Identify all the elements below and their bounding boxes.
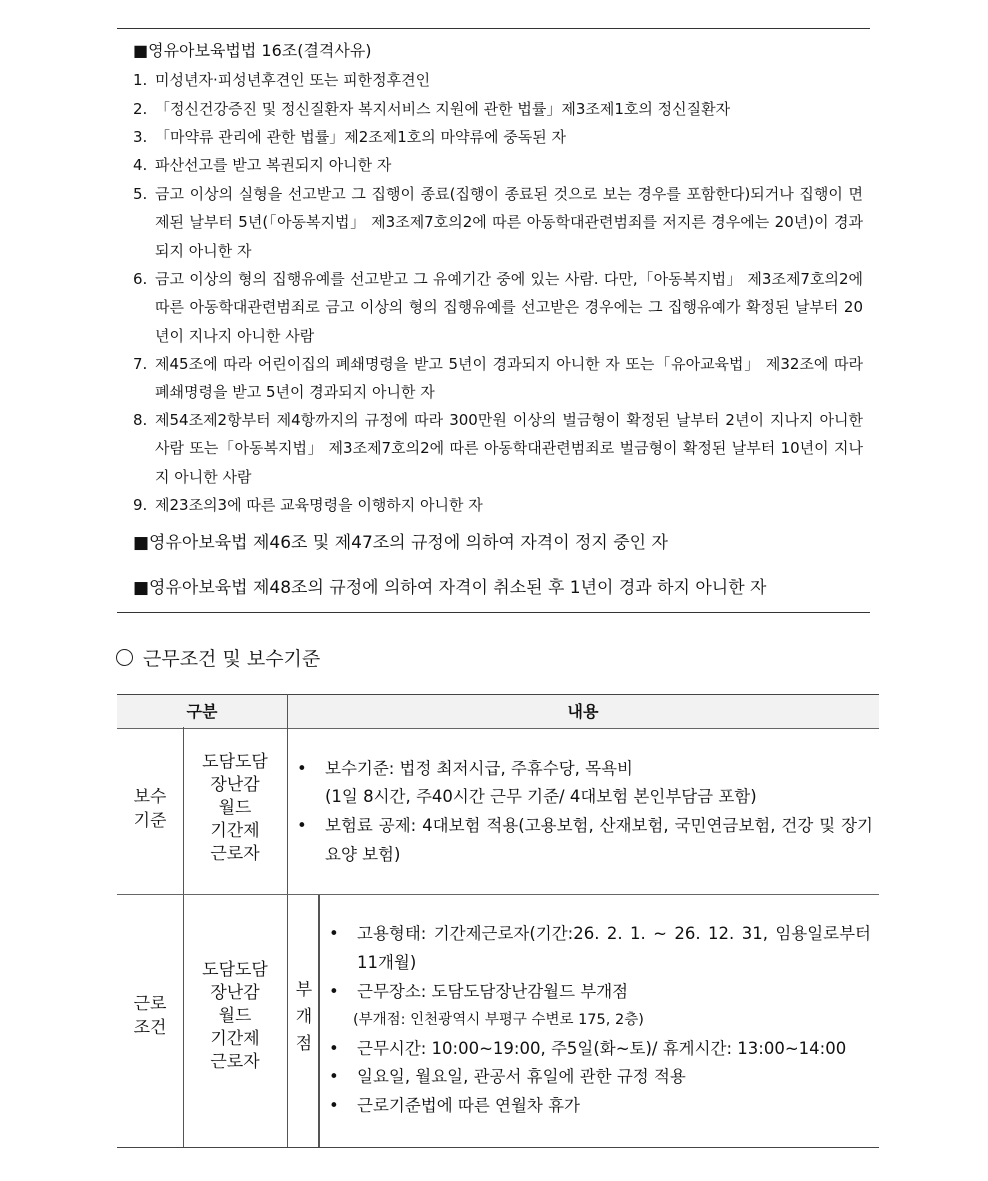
list-item: 4. 파산선고를 받고 복권되지 아니한 자 (133, 156, 392, 174)
conditions-table (117, 694, 879, 1148)
section-title-disqualification: ■영유아보육법법 16조(결격사유) (133, 41, 372, 60)
heading-text: 근무조건 및 보수기준 (143, 648, 321, 670)
row-category-work: 근로 조건 (133, 994, 167, 1038)
list-item: 8. 제54조제2항부터 제4항까지의 규정에 따라 300만원 이상의 벌금형이 확정된 날부터 2년이 지나지 아니한 사람 또는「아동복지법」 제3조제7호의2에 따른 아동학대관련범죄로 벌금형이 확정된 날부터 10년이 지나지 아니한 사람 (133, 411, 863, 486)
leave-bullet: • 근로기준법에 따른 연월차 휴가 (329, 1096, 580, 1115)
list-item: 1. 미성년자·피성년후견인 또는 피한정후견인 (133, 71, 431, 89)
work-hours-bullet: • 근무시간: 10:00~19:00, 주5일(화~토)/ 휴게시간: 13:00~14:00 (329, 1039, 847, 1058)
pay-standard-bullet: • 보수기준: 법정 최저시급, 주휴수당, 목욕비 (297, 759, 633, 778)
pay-standard-note: (1일 8시간, 주40시간 근무 기준/ 4대보험 본인부담금 포함) (325, 787, 757, 806)
section-title-revocation: ■영유아보육법 제48조의 규정에 의하여 자격이 취소된 후 1년이 경과 하지 아니한 자 (133, 578, 767, 598)
page-heading (116, 646, 320, 672)
work-place-address: (부개점: 인천광역시 부평구 수변로 175, 2층) (353, 1012, 644, 1028)
row-category-pay: 보수 기준 (133, 787, 167, 831)
list-item: 2. 「정신건강증진 및 정신질환자 복지서비스 지원에 관한 법률」제3조제1호의 정신질환자 (133, 100, 731, 118)
row-subcategory: 도담도담 장난감 월드 기간제 근로자 (202, 960, 268, 1072)
employment-type-bullet: • 고용형태: 기간제근로자(기간:26. 2. 1. ~ 26. 12. 31, 임용일로부터 11개월) (329, 924, 871, 972)
insurance-bullet: • 보험료 공제: 4대보험 적용(고용보험, 산재보험, 국민연금보험, 건강 및 장기요양 보험) (297, 816, 873, 864)
list-item: 3. 「마약류 관리에 관한 법률」제2조제1호의 마약류에 중독된 자 (133, 128, 566, 146)
work-place-bullet: • 근무장소: 도담도담장난감월드 부개점 (329, 982, 629, 1001)
bottom-rule (117, 612, 870, 613)
header-category: 구분 (186, 702, 218, 721)
table-row-divider (117, 894, 879, 895)
row-subcategory: 도담도담 장난감 월드 기간제 근로자 (202, 752, 268, 864)
list-item: 6. 금고 이상의 형의 집행유예를 선고받고 그 유예기간 중에 있는 사람. 다만,「아동복지법」 제3조제7호의2에 따른 아동학대관련범죄로 금고 이상의 형의 집행유예를 선고받은 경우에는 그 집행유예가 확정된 날부터 20년이 지나지 아니한 사람 (133, 270, 863, 345)
holiday-bullet: • 일요일, 월요일, 관공서 휴일에 관한 규정 적용 (329, 1067, 686, 1086)
circle-icon (116, 649, 133, 666)
list-item: 9. 제23조의3에 따른 교육명령을 이행하지 아니한 자 (133, 496, 483, 514)
table-divider (287, 694, 288, 1148)
table-header-row (117, 694, 879, 729)
top-rule (117, 28, 870, 29)
list-item: 7. 제45조에 따라 어린이집의 폐쇄명령을 받고 5년이 경과되지 아니한 자 또는「유아교육법」 제32조에 따라 폐쇄명령을 받고 5년이 경과되지 아니한 자 (133, 355, 863, 402)
branch-label: 부 개 점 (295, 980, 313, 1054)
header-content: 내용 (567, 702, 599, 721)
section-title-suspension: ■영유아보육법 제46조 및 제47조의 규정에 의하여 자격이 정지 중인 자 (133, 533, 668, 553)
table-bottom-border (117, 1147, 879, 1148)
list-item: 5. 금고 이상의 실형을 선고받고 그 집행이 종료(집행이 종료된 것으로 보는 경우를 포함한다)되거나 집행이 면제된 날부터 5년(「아동복지법」 제3조제7호의2에 따른 아동학대관련범죄를 저지른 경우에는 20년)이 경과되지 아니한 자 (133, 185, 863, 260)
